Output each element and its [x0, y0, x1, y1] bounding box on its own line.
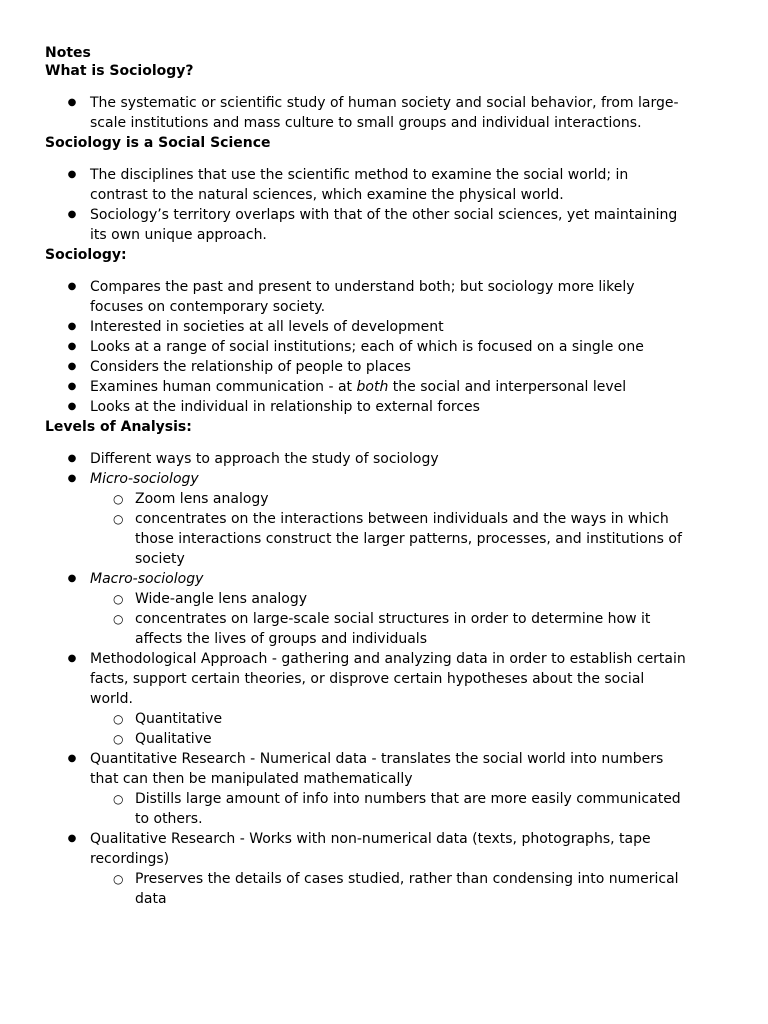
bullet-icon: ○	[113, 512, 124, 526]
list-item-text: Considers the relationship of people to places	[90, 359, 411, 375]
list-item	[45, 549, 735, 569]
list-item-text: Preserves the details of cases studied, rather than condensing into numerical	[135, 871, 679, 887]
list-item-text: Quantitative Research - Numerical data - translates the social world into numbers	[90, 751, 664, 767]
section-heading: Sociology is a Social Science	[45, 135, 271, 151]
list-item	[45, 337, 735, 357]
list-item-text: Micro-sociology	[90, 471, 199, 487]
list-item	[45, 869, 735, 889]
bullet-icon: ○	[113, 592, 124, 606]
bullet-icon: ●	[67, 97, 77, 108]
page-title: Notes	[45, 45, 91, 61]
list-item-text: its own unique approach.	[90, 227, 267, 243]
list-item	[45, 469, 735, 489]
bullet-icon: ○	[113, 792, 124, 806]
list-item-text: Wide-angle lens analogy	[135, 591, 308, 607]
bullet-icon: ○	[113, 872, 124, 886]
list-item	[45, 317, 735, 337]
list-item-text: The systematic or scientific study of human society and social behavior, from large-	[90, 95, 679, 111]
list-item	[45, 669, 735, 689]
section-heading: Levels of Analysis:	[45, 419, 192, 435]
list-item	[45, 509, 735, 529]
list-item	[45, 829, 735, 849]
spacer	[45, 81, 735, 93]
list-item-text: facts, support certain theories, or disprove certain hypotheses about the social	[90, 671, 645, 687]
list-item	[45, 609, 735, 629]
list-item-text: the social and interpersonal level	[388, 379, 627, 395]
list-item	[45, 397, 735, 417]
list-item	[45, 297, 735, 317]
list-item-text: Examines human communication - at	[90, 379, 357, 395]
bullet-icon: ●	[67, 653, 77, 664]
list-item	[45, 589, 735, 609]
bullet-icon: ●	[67, 281, 77, 292]
list-item	[45, 569, 735, 589]
bullet-icon: ●	[67, 209, 77, 220]
list-item	[45, 185, 735, 205]
bullet-icon: ●	[67, 573, 77, 584]
list-item	[45, 113, 735, 133]
list-item	[45, 689, 735, 709]
list-item	[45, 889, 735, 909]
list-item-text: Methodological Approach - gathering and analyzing data in order to establish certain	[90, 651, 686, 667]
list-item-text: Looks at a range of social institutions; each of which is focused on a single one	[90, 339, 644, 355]
list-item-text: Interested in societies at all levels of development	[90, 319, 444, 335]
document-page	[45, 43, 735, 909]
list-item-text: Different ways to approach the study of sociology	[90, 451, 439, 467]
list-item-text: to others.	[135, 811, 203, 827]
list-item-text: Distills large amount of info into numbers that are more easily communicated	[135, 791, 681, 807]
list-item	[45, 649, 735, 669]
document-content	[45, 61, 735, 909]
list-item	[45, 357, 735, 377]
bullet-icon: ●	[67, 321, 77, 332]
list-item-text: data	[135, 891, 167, 907]
list-item-text: affects the lives of groups and individuals	[135, 631, 427, 647]
list-item-emphasis: both	[356, 379, 389, 395]
section-heading: What is Sociology?	[45, 63, 194, 79]
list-item-text: focuses on contemporary society.	[90, 299, 326, 315]
list-item	[45, 729, 735, 749]
list-item	[45, 809, 735, 829]
section-heading: Sociology:	[45, 247, 127, 263]
spacer	[45, 153, 735, 165]
list-item-text: Zoom lens analogy	[135, 491, 269, 507]
list-item	[45, 749, 735, 769]
list-item	[45, 709, 735, 729]
list-item	[45, 489, 735, 509]
list-item	[45, 277, 735, 297]
list-item-text: those interactions construct the larger patterns, processes, and institutions of	[135, 531, 682, 547]
spacer	[45, 437, 735, 449]
list-item	[45, 205, 735, 225]
list-item-text: concentrates on large-scale social structures in order to determine how it	[135, 611, 651, 627]
list-item-text: Compares the past and present to understand both; but sociology more likely	[90, 279, 635, 295]
list-item	[45, 165, 735, 185]
bullet-icon: ●	[67, 341, 77, 352]
bullet-icon: ●	[67, 833, 77, 844]
list-item-text: Qualitative Research - Works with non-numerical data (texts, photographs, tape	[90, 831, 651, 847]
bullet-icon: ○	[113, 612, 124, 626]
bullet-icon: ●	[67, 753, 77, 764]
list-item-text: Qualitative	[135, 731, 212, 747]
bullet-icon: ○	[113, 492, 124, 506]
list-item	[45, 449, 735, 469]
list-item-text: scale institutions and mass culture to small groups and individual interactions.	[90, 115, 642, 131]
bullet-icon: ●	[67, 361, 77, 372]
list-item-text: The disciplines that use the scientific method to examine the social world; in	[90, 167, 629, 183]
bullet-icon: ●	[67, 169, 77, 180]
bullet-icon: ○	[113, 712, 124, 726]
list-item-text: Quantitative	[135, 711, 223, 727]
list-item-text: Looks at the individual in relationship to external forces	[90, 399, 480, 415]
list-item-text: recordings)	[90, 851, 170, 867]
list-item-text: that can then be manipulated mathematically	[90, 771, 413, 787]
list-item-text: society	[135, 551, 185, 567]
list-item	[45, 93, 735, 113]
list-item	[45, 849, 735, 869]
list-item	[45, 377, 735, 397]
bullet-icon: ●	[67, 381, 77, 392]
bullet-icon: ●	[67, 473, 77, 484]
list-item	[45, 529, 735, 549]
list-item-text: Macro-sociology	[90, 571, 204, 587]
list-item	[45, 769, 735, 789]
bullet-icon: ●	[67, 401, 77, 412]
bullet-icon: ○	[113, 732, 124, 746]
list-item-text: contrast to the natural sciences, which examine the physical world.	[90, 187, 564, 203]
list-item	[45, 789, 735, 809]
list-item	[45, 225, 735, 245]
list-item-text: concentrates on the interactions between individuals and the ways in which	[135, 511, 669, 527]
bullet-icon: ●	[67, 453, 77, 464]
list-item	[45, 629, 735, 649]
list-item-text: world.	[90, 691, 133, 707]
list-item-text: Sociology’s territory overlaps with that of the other social sciences, yet maintaining	[90, 207, 678, 223]
spacer	[45, 265, 735, 277]
